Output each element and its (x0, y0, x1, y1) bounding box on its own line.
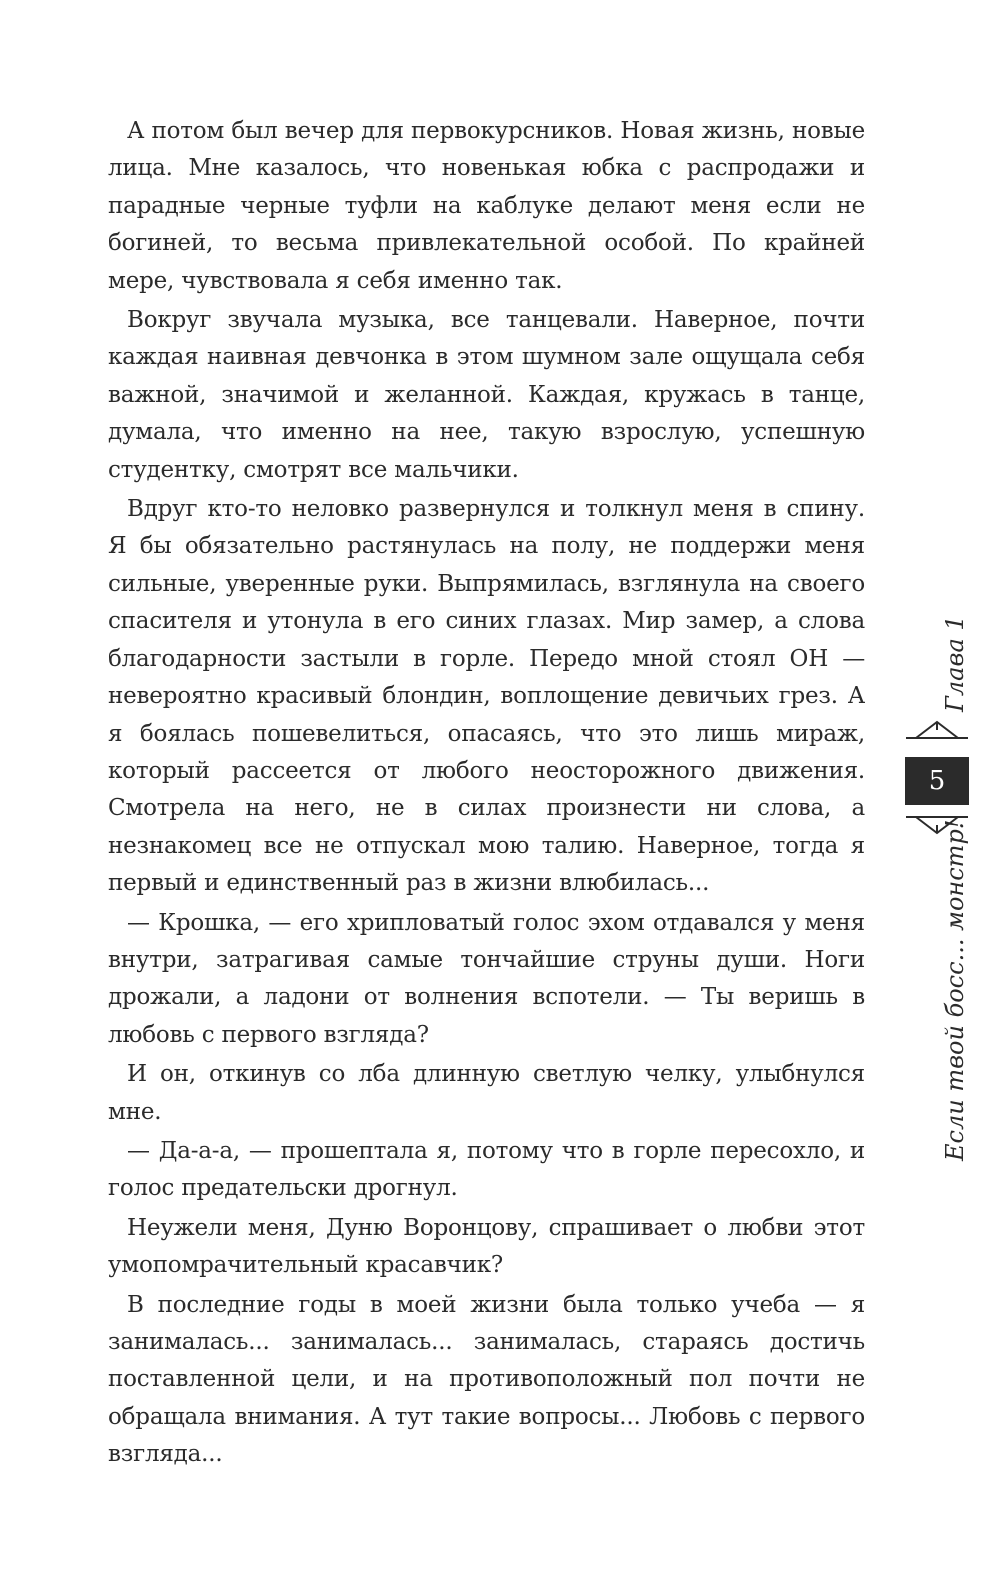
page-number-box (905, 757, 969, 805)
book-title: Если твой босс... монстр! (941, 819, 969, 1161)
paragraph-8: В последние годы в моей жизни была только учеба — я занималась... занималась... занималась, стараясь достичь поставленной цели, и на противоположный пол почти не обращала внимания. А тут такие вопросы... Любовь с первого взгляда... (108, 1291, 865, 1468)
chapter-label: Глава 1 (941, 615, 969, 712)
body-text (108, 113, 865, 1474)
paragraph-1: А потом был вечер для первокурсников. Новая жизнь, новые лица. Мне казалось, что новенькая юбка с распродажи и парадные черные туфли на каблуке делают меня если не богиней, то весьма привлекательной особой. По крайней мере, чувствовала я себя именно так. (108, 118, 865, 294)
paragraph-3: Вдруг кто-то неловко развернулся и толкнул меня в спину. Я бы обязательно растянулась на полу, не поддержи меня сильные, уверенные руки. Выпрямилась, взглянула на своего спасителя и утонула в его синих глазах. Мир замер, а слова благодарности застыли в горле. Передо мной стоял ОН — невероятно красивый блондин, воплощение девичьих грез. А я боялась пошевелиться, опасаясь, что это лишь мираж, который рассеется от любого неосторожного движения. Смотрела на него, не в силах произнести ни слова, а незнакомец все не отпускал мою талию. Наверное, тогда я первый и единственный раз в жизни влюбилась... (108, 496, 865, 897)
paragraph-7: Неужели меня, Дуню Воронцову, спрашивает о любви этот умопомрачительный красавчик? (108, 1214, 865, 1279)
paragraph-4: — Крошка, — его хрипловатый голос эхом отдавался у меня внутри, затрагивая самые тончайшие струны души. Ноги дрожали, а ладони от волнения вспотели. — Ты веришь в любовь с первого взгляда? (108, 909, 865, 1048)
paragraph-6: — Да-а-а, — прошептала я, потому что в горле пересохло, и голос предательски дрогнул. (108, 1137, 865, 1202)
paragraph-5: И он, откинув со лба длинную светлую челку, улыбнулся мне. (108, 1061, 865, 1125)
paragraph-2: Вокруг звучала музыка, все танцевали. Наверное, почти каждая наивная девчонка в этом шумном зале ощущала себя важной, значимой и желанной. Каждая, кружась в танце, думала, что именно на нее, такую взрослую, успешную студентку, смотрят все мальчики. (108, 307, 865, 483)
ornament-top-icon (904, 718, 970, 740)
page-number: 5 (928, 766, 946, 796)
ornament-bottom-icon (904, 815, 970, 837)
